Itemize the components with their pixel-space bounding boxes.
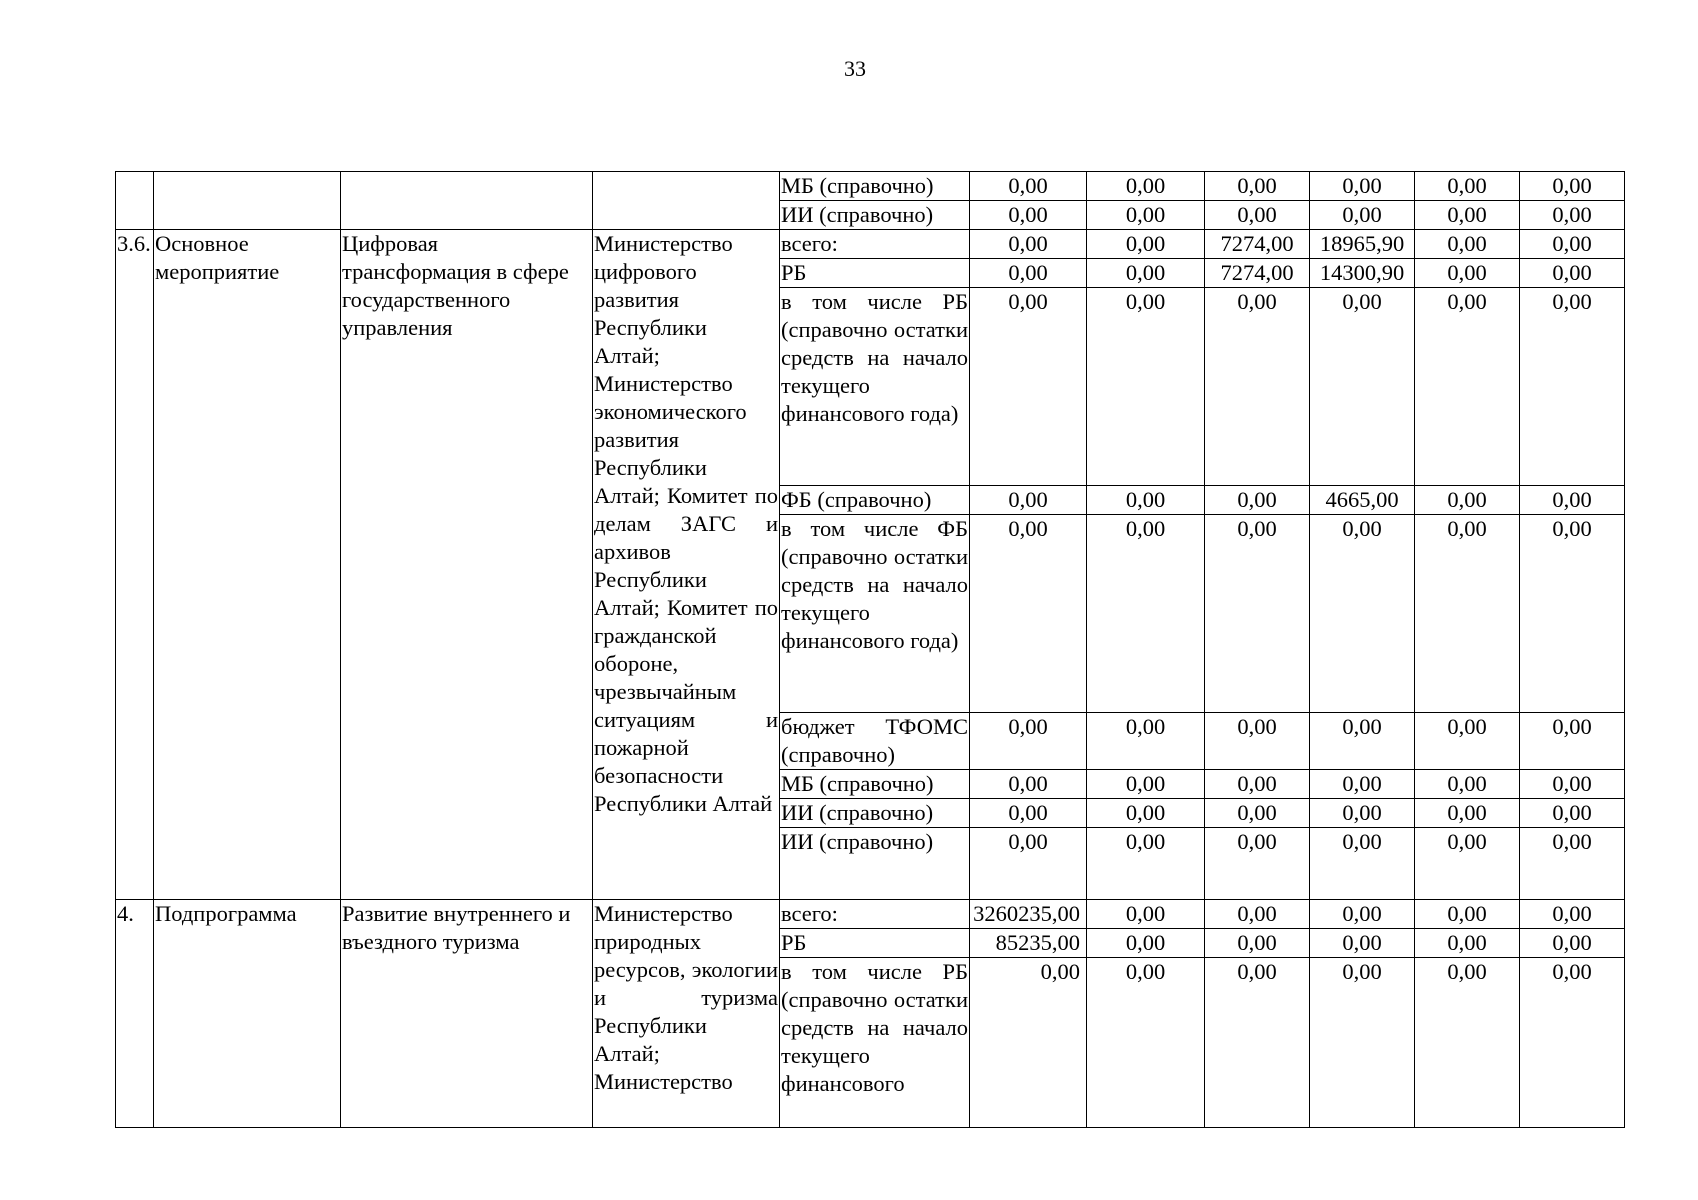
value-cell: 0,00 [1520,288,1625,486]
funding-source-cell: ИИ (справочно) [780,799,970,828]
value-cell: 0,00 [1415,259,1520,288]
value-cell: 0,00 [1310,713,1415,770]
value-cell: 0,00 [1520,515,1625,713]
value-cell: 0,00 [970,486,1087,515]
table-row [116,172,1625,201]
value-cell: 0,00 [1520,900,1625,929]
value-cell: 0,00 [970,958,1087,1128]
value-cell: 0,00 [1310,172,1415,201]
value-cell: 0,00 [1520,713,1625,770]
value-cell: 0,00 [1520,828,1625,900]
value-cell: 0,00 [1415,900,1520,929]
value-cell: 0,00 [1205,515,1310,713]
funding-source-cell: РБ [780,929,970,958]
value-cell: 0,00 [1087,958,1205,1128]
funding-source-cell: ИИ (справочно) [780,201,970,230]
value-cell: 0,00 [1310,201,1415,230]
value-cell: 0,00 [1087,259,1205,288]
value-cell: 0,00 [1205,770,1310,799]
value-cell: 0,00 [1205,713,1310,770]
funding-source-cell: МБ (справочно) [780,172,970,201]
value-cell: 0,00 [1087,230,1205,259]
value-cell: 0,00 [1310,958,1415,1128]
value-cell: 0,00 [970,201,1087,230]
value-cell: 0,00 [970,515,1087,713]
value-cell: 18965,90 [1310,230,1415,259]
funding-source-cell: ФБ (справочно) [780,486,970,515]
value-cell: 0,00 [1415,172,1520,201]
value-cell: 0,00 [970,172,1087,201]
value-cell: 0,00 [1205,288,1310,486]
item-executor-cell: Министерство природных ресурсов, экологии и туризма Республики Алтай; Министерство [593,900,780,1128]
funding-source-cell: в том числе РБ (справочно остатки средств на начало текущего финансового года) [780,288,970,486]
value-cell: 0,00 [970,770,1087,799]
value-cell: 0,00 [1415,201,1520,230]
value-cell: 0,00 [1087,770,1205,799]
value-cell: 0,00 [1205,828,1310,900]
funding-source-cell: РБ [780,259,970,288]
value-cell: 0,00 [1520,230,1625,259]
value-cell: 0,00 [1415,230,1520,259]
item-type-cell: Подпрограмма [154,900,341,1128]
value-cell: 4665,00 [1310,486,1415,515]
funding-source-cell: ИИ (справочно) [780,828,970,900]
value-cell: 0,00 [1087,929,1205,958]
name-cell [341,172,593,230]
funding-source-cell: бюджет ТФОМС (справочно) [780,713,970,770]
funding-source-cell: в том числе ФБ (справочно остатки средств на начало текущего финансового года) [780,515,970,713]
item-type-cell: Основное мероприятие [154,230,341,900]
value-cell: 0,00 [1087,201,1205,230]
value-cell: 7274,00 [1205,259,1310,288]
value-cell: 0,00 [970,713,1087,770]
value-cell: 0,00 [1087,900,1205,929]
value-cell: 0,00 [970,799,1087,828]
value-cell: 0,00 [1415,929,1520,958]
value-cell: 0,00 [1087,799,1205,828]
value-cell: 0,00 [1087,828,1205,900]
value-cell: 0,00 [1087,515,1205,713]
value-cell: 0,00 [1310,770,1415,799]
value-cell: 0,00 [970,230,1087,259]
value-cell: 0,00 [1415,828,1520,900]
value-cell: 0,00 [1205,172,1310,201]
value-cell: 0,00 [970,828,1087,900]
item-number-cell: 3.6. [116,230,154,900]
funding-source-cell: всего: [780,900,970,929]
table-row [116,900,1625,929]
value-cell: 0,00 [1310,828,1415,900]
value-cell: 0,00 [1205,929,1310,958]
number-cell [116,172,154,230]
value-cell: 0,00 [1087,172,1205,201]
funding-source-cell: в том числе РБ (справочно остатки средств на начало текущего финансового [780,958,970,1128]
item-name-cell: Развитие внутреннего и въездного туризма [341,900,593,1128]
financing-table [115,171,1625,1128]
value-cell: 0,00 [970,288,1087,486]
value-cell: 7274,00 [1205,230,1310,259]
value-cell: 0,00 [1310,515,1415,713]
value-cell: 0,00 [1520,770,1625,799]
value-cell: 0,00 [1520,259,1625,288]
value-cell: 0,00 [1415,515,1520,713]
value-cell: 14300,90 [1310,259,1415,288]
value-cell: 0,00 [1310,799,1415,828]
value-cell: 0,00 [1415,486,1520,515]
funding-source-cell: МБ (справочно) [780,770,970,799]
value-cell: 3260235,00 [970,900,1087,929]
page-number: 33 [844,56,866,81]
table-body [116,172,1625,1128]
value-cell: 0,00 [1205,900,1310,929]
value-cell: 0,00 [970,259,1087,288]
value-cell: 0,00 [1310,288,1415,486]
value-cell: 0,00 [1520,929,1625,958]
type-cell [154,172,341,230]
table-row [116,230,1625,259]
value-cell: 0,00 [1415,713,1520,770]
value-cell: 0,00 [1520,172,1625,201]
value-cell: 0,00 [1087,288,1205,486]
value-cell: 0,00 [1310,929,1415,958]
value-cell: 0,00 [1205,201,1310,230]
value-cell: 0,00 [1520,201,1625,230]
value-cell: 0,00 [1205,799,1310,828]
executor-cell [593,172,780,230]
value-cell: 0,00 [1087,486,1205,515]
value-cell: 0,00 [1415,770,1520,799]
value-cell: 0,00 [1310,900,1415,929]
value-cell: 0,00 [1087,713,1205,770]
value-cell: 0,00 [1520,486,1625,515]
value-cell: 0,00 [1520,958,1625,1128]
item-executor-cell: Министерство цифрового развития Республики Алтай; Министерство экономического развития Республики Алтай; Комитет по делам ЗАГС и архивов Республики Алтай; Комитет по гражданской обороне, чрезвычайным ситуациям и пожарной безопасности Республики Алтай [593,230,780,900]
value-cell: 0,00 [1205,958,1310,1128]
item-name-cell: Цифровая трансформация в сфере государственного управления [341,230,593,900]
value-cell: 0,00 [1205,486,1310,515]
value-cell: 0,00 [1415,958,1520,1128]
value-cell: 0,00 [1415,799,1520,828]
value-cell: 0,00 [1415,288,1520,486]
value-cell: 85235,00 [970,929,1087,958]
item-number-cell: 4. [116,900,154,1128]
value-cell: 0,00 [1520,799,1625,828]
funding-source-cell: всего: [780,230,970,259]
